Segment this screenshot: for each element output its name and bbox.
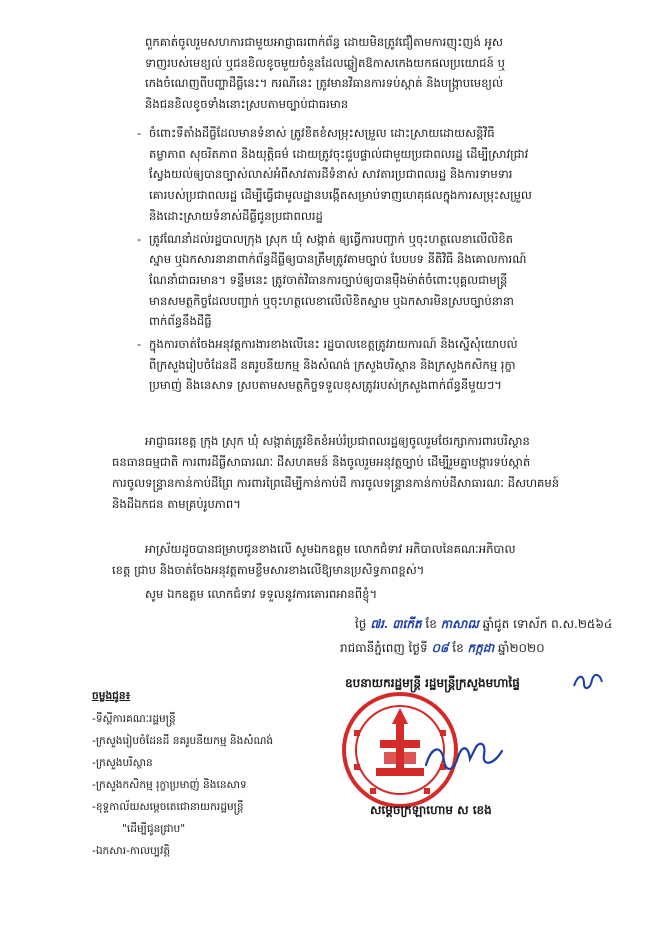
text-line: មានសមត្ថកិច្ចដែលបញ្ជាក់ ឬចុះហត្ថលេខាលើលិខិតស្នាម ឬឯកសារមិនស្របច្បាប់នានា bbox=[149, 293, 514, 308]
date-text: ឆ្នាំជូត ទោស័ក ព.ស.២៥៦៤ bbox=[482, 617, 613, 631]
handwritten-lunar-day: ៧រ. ៣កើត bbox=[370, 617, 422, 631]
bullet-item bbox=[137, 229, 590, 333]
gregorian-date bbox=[340, 640, 545, 658]
text-line: កេងចំណេញពីបញ្ហាដីធ្លីនេះ។ ករណីនេះ ត្រូវមានវិធានការទប់ស្កាត់ និងបង្ក្រាបមេខ្យល់ bbox=[145, 76, 504, 91]
recipient-item: -ក្រសួងកសិកម្ម រុក្ខាប្រមាញ់ និងនេសាទ bbox=[92, 779, 247, 791]
handwritten-lunar-month: កាសាឍ bbox=[440, 617, 479, 631]
signature-icon bbox=[420, 735, 510, 780]
recipient-item: -ក្រសួងរៀបចំដែនដី នគរូបនីយកម្ម និងសំណង់ bbox=[92, 735, 274, 747]
handwritten-initial-icon bbox=[570, 668, 606, 694]
paragraph-intro bbox=[145, 32, 585, 115]
recipient-item: "ដើម្បីជូនជ្រាប" bbox=[122, 823, 186, 835]
text-line: ណែនាំជាធរមាន។ ទន្ទឹមនេះ ត្រូវចាត់វិធានការច្បាប់ឲ្យបានម៉ឺងម៉ាត់ចំពោះបុគ្គលជាមន្ត្រី bbox=[149, 272, 508, 287]
lunar-date bbox=[355, 616, 612, 634]
text-line: ពួកគាត់ចូលរួមសហការជាមួយអាជ្ញាធរពាក់ព័ន្ធ ដោយមិនត្រូវជឿតាមការញុះញង់ អូស bbox=[145, 35, 503, 49]
recipients-title: ចម្លងជូន៖ bbox=[92, 690, 131, 702]
recipient-item: -ទីស្តីការគណៈរដ្ឋមន្ត្រី bbox=[92, 713, 176, 725]
signer-title: ឧបនាយករដ្ឋមន្ត្រី រដ្ឋមន្ត្រីក្រសួងមហាផ្ទៃ bbox=[345, 676, 520, 690]
text-line: ពាក់ព័ន្ធនឹងដីធ្លី bbox=[149, 314, 212, 329]
paragraph-authority bbox=[112, 431, 592, 515]
text-line: សូម ឯកឧត្តម លោកជំទាវ ទទួលនូវការគោរពអានពីខ្ញុំ។ bbox=[145, 587, 378, 601]
recipient-item: -ខុទ្ទកាល័យសម្តេចតេជោនាយករដ្ឋមន្ត្រី bbox=[92, 801, 244, 813]
text-line: អាជ្ញាធរខេត្ត ក្រុង ស្រុក ឃុំ សង្កាត់ត្រូវខិតខំអប់រំប្រជាពលរដ្ឋឲ្យចូលរួមថែរក្សាការពារបរិស្ថាន bbox=[145, 434, 530, 448]
dash-marker: - bbox=[137, 231, 142, 246]
recipient-item: -ឯកសារ-កាលប្បវត្តិ bbox=[92, 845, 171, 857]
text-line: និងជនខិលខូចទាំងនោះស្របតាមច្បាប់ជាធរមាន bbox=[145, 97, 349, 112]
text-line: ធនធានធម្មជាតិ ការពារដីធ្លីសាធារណៈ ដីសហគមន៍ និងចូលរួមអនុវត្តច្បាប់ ដើម្បីរួមគ្នាបង្ការទប់ស្កាត់ bbox=[112, 455, 531, 469]
text-line: អាស្រ័យដូចបានជម្រាបជូនខាងលើ សូមឯកឧត្តម លោកជំទាវ អភិបាលនៃគណៈអភិបាល bbox=[145, 542, 516, 556]
date-label: រាជធានីភ្នំពេញ ថ្ងៃទី bbox=[340, 641, 428, 655]
closing-line bbox=[112, 584, 625, 605]
date-label: ខែ bbox=[425, 617, 437, 631]
text-line: ក្នុងការចាត់ចែងអនុវត្តការងារខាងលើនេះ រដ្ឋបាលខេត្តត្រូវរាយការណ៍ និងស្នើសុំយោបល់ bbox=[149, 337, 518, 352]
text-line: និងដីឯកជន តាមគ្រប់រូបភាព។ bbox=[112, 497, 241, 511]
signer-name: សម្តេចក្រឡាហោម ស ខេង bbox=[370, 803, 492, 817]
text-line: ស្វែងយល់ឲ្យបានច្បាស់លាស់អំពីសាវតារដីទំនាស់ សាវតារប្រជាពលរដ្ឋ និងការទាមទារ bbox=[149, 167, 513, 182]
text-line: និងដោះស្រាយទំនាស់ដីធ្លីជូនប្រជាពលរដ្ឋ bbox=[149, 208, 323, 223]
recipients-list bbox=[92, 690, 273, 867]
text-line: ពីក្រសួងរៀបចំដែនដី នគរូបនីយកម្ម និងសំណង់ ក្រសួងបរិស្ថាន និងក្រសួងកសិកម្ម រុក្ខា bbox=[149, 357, 516, 372]
paragraph-request bbox=[112, 539, 592, 581]
text-line: គោរបស់ប្រជាពលរដ្ឋ ដើម្បីធ្វើជាមូលដ្ឋានបង្កើតសម្រាប់ទាញហេតុផលក្នុងការសម្រុះសម្រួល bbox=[149, 188, 532, 203]
text-line: តម្លាភាព សុចរិតភាព និងយុត្តិធម៌ ដោយត្រូវចុះជួបផ្ទាល់ជាមួយប្រជាពលរដ្ឋ ដើម្បីស្រាវជ្រាវ bbox=[149, 146, 529, 161]
handwritten-month: កក្កដា bbox=[467, 641, 495, 655]
date-text: ឆ្នាំ២០២០ bbox=[498, 641, 545, 655]
dash-marker: - bbox=[137, 126, 142, 140]
bullet-list bbox=[137, 123, 590, 398]
recipient-item: -ក្រសួងបរិស្ថាន bbox=[92, 757, 153, 769]
text-line: ចំពោះទីតាំងដីធ្លីដែលមានទំនាស់ ត្រូវខិតខំសម្រុះសម្រួល ដោះស្រាយដោយសន្តិវិធី bbox=[149, 126, 495, 140]
handwritten-day: ០៨ bbox=[431, 641, 449, 655]
text-line: ទាញរបស់មេខ្យល់ ឬជនខិលខូចមួយចំនួនដែលឆ្លៀតឱកាសកេងយកផលប្រយោជន៍ ឬ bbox=[145, 55, 505, 70]
dash-marker: - bbox=[137, 337, 142, 352]
date-label: ខែ bbox=[452, 641, 464, 655]
date-label: ថ្ងៃ bbox=[355, 617, 367, 631]
text-line: ស្នាម ឬឯកសារនានាពាក់ព័ន្ធដីធ្លីឲ្យបានត្រឹមត្រូវតាមច្បាប់ បែបបទ នីតិវិធី និងគោលការណ៍ bbox=[149, 252, 527, 267]
bullet-item bbox=[137, 123, 590, 227]
text-line: ការចូលទន្ទ្រានកាន់កាប់ដីព្រៃ ការពារព្រៃដើម្បីកាន់កាប់ដី ការចូលទន្ទ្រានកាន់កាប់ដីសាធារណៈ ដីសហគមន៍ bbox=[112, 476, 560, 490]
bullet-item bbox=[137, 334, 590, 396]
text-line: ប្រមាញ់ និងនេសាទ ស្របតាមសមត្ថកិច្ចទទួលខុសត្រូវរបស់ក្រសួងពាក់ព័ន្ធនីមួយៗ។ bbox=[149, 378, 502, 393]
text-line: ត្រូវណែនាំដល់រដ្ឋបាលក្រុង ស្រុក ឃុំ សង្កាត់ ឲ្យធ្វើការបញ្ជាក់ ឬចុះហត្ថលេខាលើលិខិត bbox=[149, 231, 514, 246]
text-line: ខេត្ត ជ្រាប និងចាត់ចែងអនុវត្តតាមខ្លឹមសារខាងលើឱ្យមានប្រសិទ្ធភាពខ្ពស់។ bbox=[112, 563, 425, 577]
